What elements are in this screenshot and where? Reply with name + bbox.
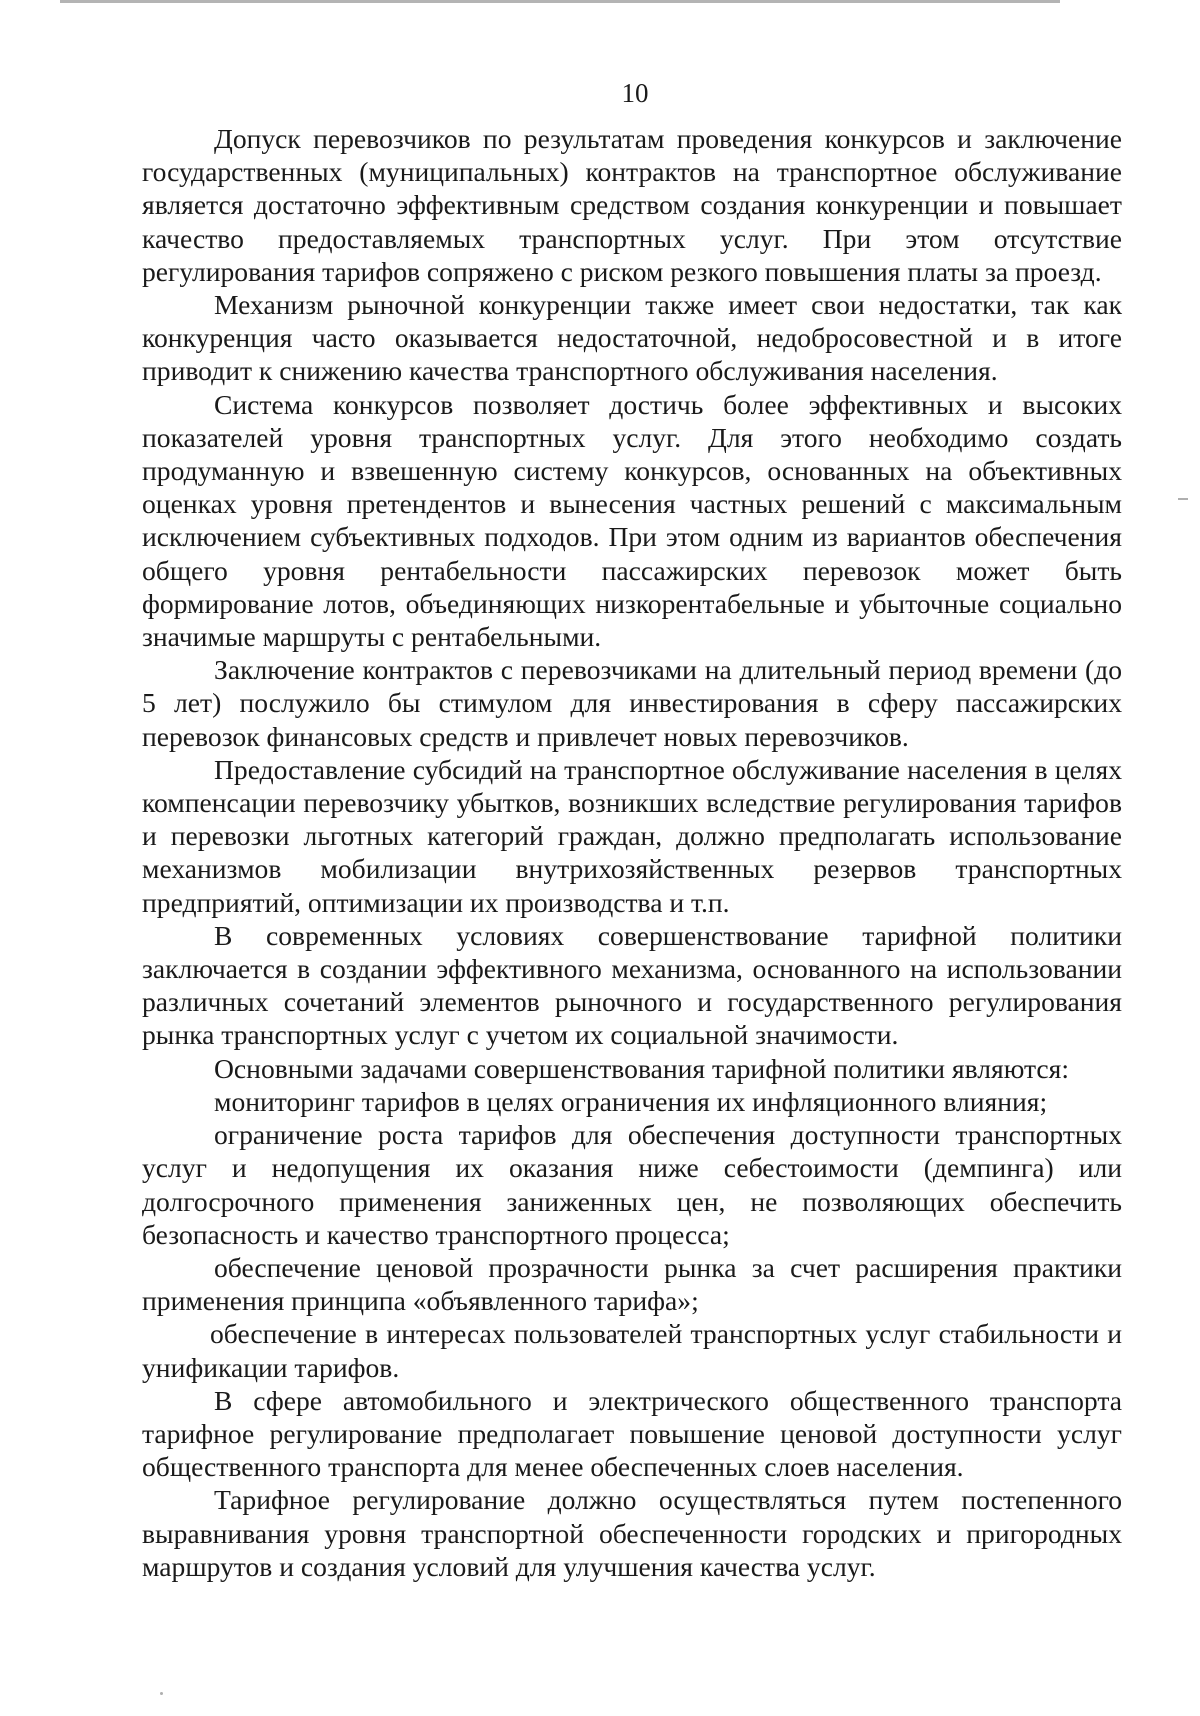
paragraph: Предоставление субсидий на транспортное обслуживание населения в целях компенсации перевозчику убытков, возникших вследствие регулирования тарифов и перевозки льготных категорий граждан, должно предполагать использование механизмов мобилизации внутрихозяйственных резервов транспортных предприятий, оптимизации их производства и т.п. [142,753,1122,918]
scan-edge-mark [1178,498,1188,500]
list-item: ограничение роста тарифов для обеспечения доступности транспортных услуг и недопущения их оказания ниже себестоимости (демпинга) или долгосрочного применения заниженных цен, не позволяющих обеспечить безопасность и качество транспортного процесса; [142,1119,1122,1250]
paragraph: Заключение контрактов с перевозчиками на длительный период времени (до 5 лет) послужило бы стимулом для инвестирования в сферу пассажирских перевозок финансовых средств и привлечет новых перевозчиков. [142,654,1122,752]
list-item: мониторинг тарифов в целях ограничения их инфляционного влияния; [214,1085,1048,1117]
paragraph: Основными задачами совершенствования тарифной политики являются: [214,1052,1070,1084]
paragraph: Механизм рыночной конкуренции также имеет свои недостатки, так как конкуренция часто оказывается недостаточной, недобросовестной и в итоге приводит к снижению качества транспортного обслуживания населения. [142,289,1122,387]
paragraph: В сфере автомобильного и электрического общественного транспорта тарифное регулирование предполагает повышение ценовой доступности услуг общественного транспорта для менее обеспеченных слоев населения. [142,1384,1122,1483]
paragraph: Система конкурсов позволяет достичь более эффективных и высоких показателей уровня транспортных услуг. Для этого необходимо создать продуманную и взвешенную систему конкурсов, основанных на объективных оценках уровня претендентов и вынесения частных решений с максимальным исключением субъективных подходов. При этом одним из вариантов обеспечения общего уровня рентабельности пассажирских перевозок может быть формирование лотов, объединяющих низкорентабельные и убыточные социально значимые маршруты с рентабельными. [142,388,1122,653]
scan-dot-mark [160,1692,163,1695]
scan-top-edge [60,0,1060,3]
list-item: обеспечение ценовой прозрачности рынка за счет расширения практики применения принципа «объявленного тарифа»; [142,1251,1122,1317]
document-body [142,122,1122,1583]
paragraph: Допуск перевозчиков по результатам проведения конкурсов и заключение государственных (муниципальных) контрактов на транспортное обслуживание является достаточно эффективным средством создания конкуренции и повышает качество предоставляемых транспортных услуг. При этом отсутствие регулирования тарифов сопряжено с риском резкого повышения платы за проезд. [142,123,1122,287]
list-item: обеспечение в интересах пользователей транспортных услуг стабильности и унификации тарифов. [142,1318,1122,1383]
page-number: 10 [621,78,649,108]
paragraph: В современных условиях совершенствование тарифной политики заключается в создании эффективного механизма, основанного на использовании различных сочетаний элементов рыночного и государственного регулирования рынка транспортных услуг с учетом их социальной значимости. [142,919,1122,1051]
paragraph: Тарифное регулирование должно осуществляться путем постепенного выравнивания уровня транспортной обеспеченности городских и пригородных маршрутов и создания условий для улучшения качества услуг. [142,1484,1122,1582]
